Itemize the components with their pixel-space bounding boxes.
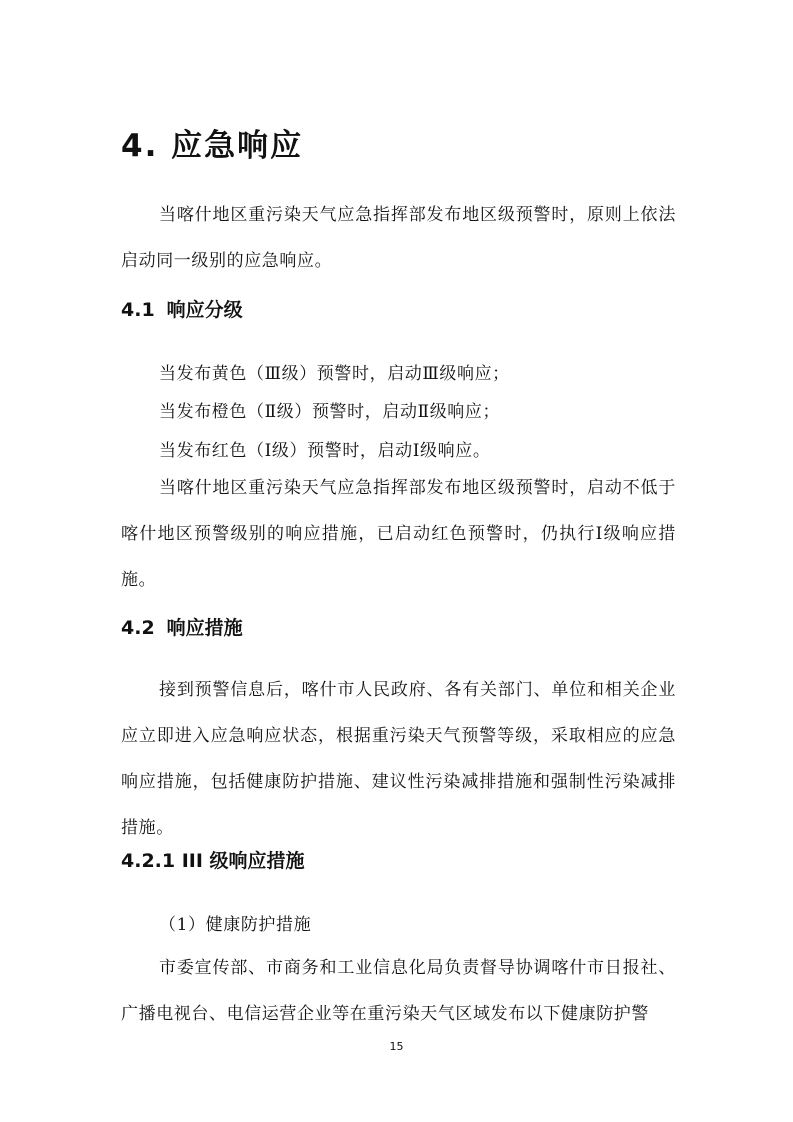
subsection-title: 响应分级 — [166, 299, 243, 321]
subsection-number: 4.2 — [121, 617, 155, 639]
subsection-heading-4-1 — [121, 296, 243, 324]
response-level-note-paragraph: 当喀什地区重污染天气应急指挥部发布地区级预警时，启动不低于喀什地区预警级别的响应措施，已启动红色预警时，仍执行Ⅰ级响应措施。 — [121, 478, 676, 590]
subsection-title: III 级响应措施 — [181, 850, 305, 872]
response-level-item: 当发布红色（Ⅰ级）预警时，启动Ⅰ级响应。 — [159, 441, 491, 461]
section-number: 4. — [121, 128, 159, 164]
page-number: 15 — [389, 1040, 404, 1053]
subsection-number: 4.2.1 — [121, 850, 176, 872]
health-protection-paragraph: 市委宣传部、市商务和工业信息化局负责督导协调喀什市日报社、广播电视台、电信运营企业等在重污染天气区域发布以下健康防护警 — [121, 958, 676, 1024]
subsection-heading-4-2 — [121, 614, 243, 642]
section-title: 应急响应 — [171, 128, 304, 164]
response-measures-paragraph: 接到预警信息后，喀什市人民政府、各有关部门、单位和相关企业应立即进入应急响应状态，根据重污染天气预警等级，采取相应的应急响应措施，包括健康防护措施、建议性污染减排措施和强制性污染减排措施。 — [121, 680, 676, 838]
response-level-item: 当发布黄色（Ⅲ级）预警时，启动Ⅲ级响应； — [159, 364, 510, 384]
response-level-item: 当发布橙色（Ⅱ级）预警时，启动Ⅱ级响应； — [159, 402, 501, 422]
subsection-title: 响应措施 — [166, 617, 243, 639]
section-intro-paragraph: 当喀什地区重污染天气应急指挥部发布地区级预警时，原则上依法启动同一级别的应急响应。 — [121, 205, 676, 271]
subsection-heading-4-2-1 — [121, 847, 305, 875]
list-item-label: （1）健康防护措施 — [159, 915, 312, 935]
section-heading — [121, 124, 303, 168]
subsection-number: 4.1 — [121, 299, 155, 321]
